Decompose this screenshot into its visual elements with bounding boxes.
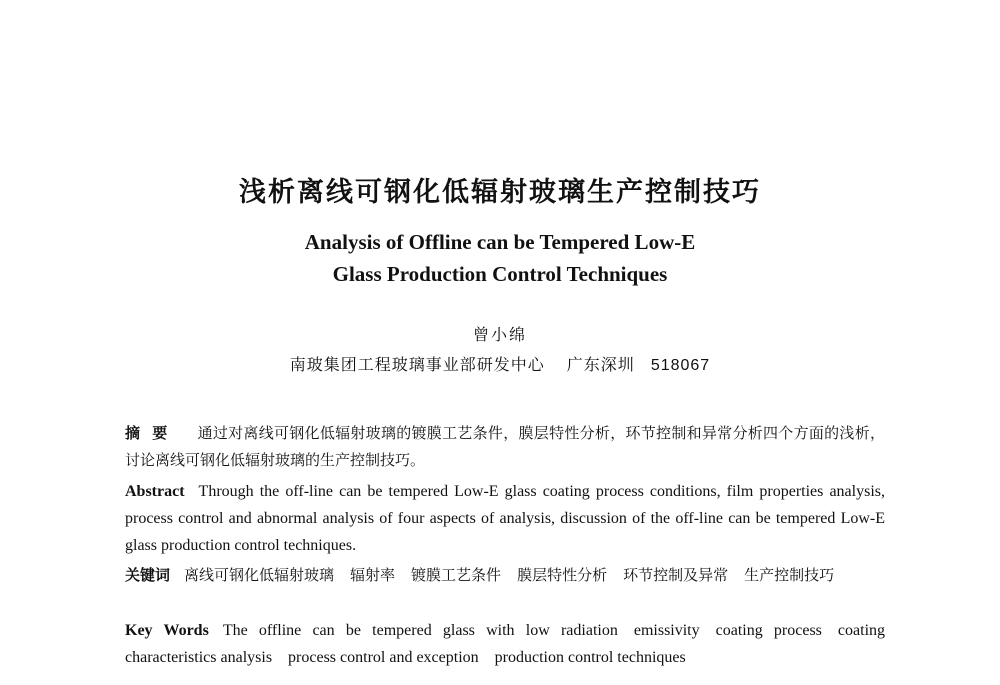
keyword-en: process control and exception [288,649,479,666]
keyword-cn: 膜层特性分析 [517,566,608,584]
abstract-cn-text: 通过对离线可钢化低辐射玻璃的镀膜工艺条件，膜层特性分析，环节控制和异常分析四个方面的浅析，讨论离线可钢化低辐射玻璃的生产控制技巧。 [125,424,885,469]
keyword-en: production control techniques [494,649,686,666]
affiliation-place: 广东深圳 [566,355,635,374]
keywords-chinese [125,562,885,589]
english-title-line-2: Glass Production Control Techniques [332,262,668,286]
keyword-cn: 离线可钢化低辐射玻璃 [184,566,335,584]
keywords-cn-label: 关键词 [125,566,171,584]
keyword-en: coating characteristics analysis [125,622,886,666]
keywords-en-label: Key Words [125,622,209,639]
abstract-cn-label: 摘要 [125,424,180,442]
keyword-cn: 辐射率 [350,566,396,584]
author-name: 曾小绵 [472,325,527,344]
keyword-cn: 环节控制及异常 [623,566,729,584]
keyword-en: coating process [715,622,822,639]
abstract-english [125,478,885,559]
english-title-line-1: Analysis of Offline can be Tempered Low-E [304,230,696,254]
abstract-en-label: Abstract [125,483,185,500]
affiliation-zip: 518067 [650,357,711,374]
chinese-title: 浅析离线可钢化低辐射玻璃生产控制技巧 [239,177,761,208]
keyword-cn: 生产控制技巧 [744,566,835,584]
affiliation [0,352,1000,375]
abstract-en-text: Through the off-line can be tempered Low-E glass coating process conditions, film properties analysis, process control and abnormal analysis of four aspects of analysis, discussion of the off-line can be tempered Low-E glass production control techniques. [125,483,885,554]
keyword-en: The offline can be tempered glass with low radiation [222,622,618,639]
keyword-en: emissivity [633,622,700,639]
abstract-chinese [125,420,885,474]
keywords-english [125,617,885,671]
keyword-cn: 镀膜工艺条件 [411,566,502,584]
affiliation-org: 南玻集团工程玻璃事业部研发中心 [289,355,545,374]
